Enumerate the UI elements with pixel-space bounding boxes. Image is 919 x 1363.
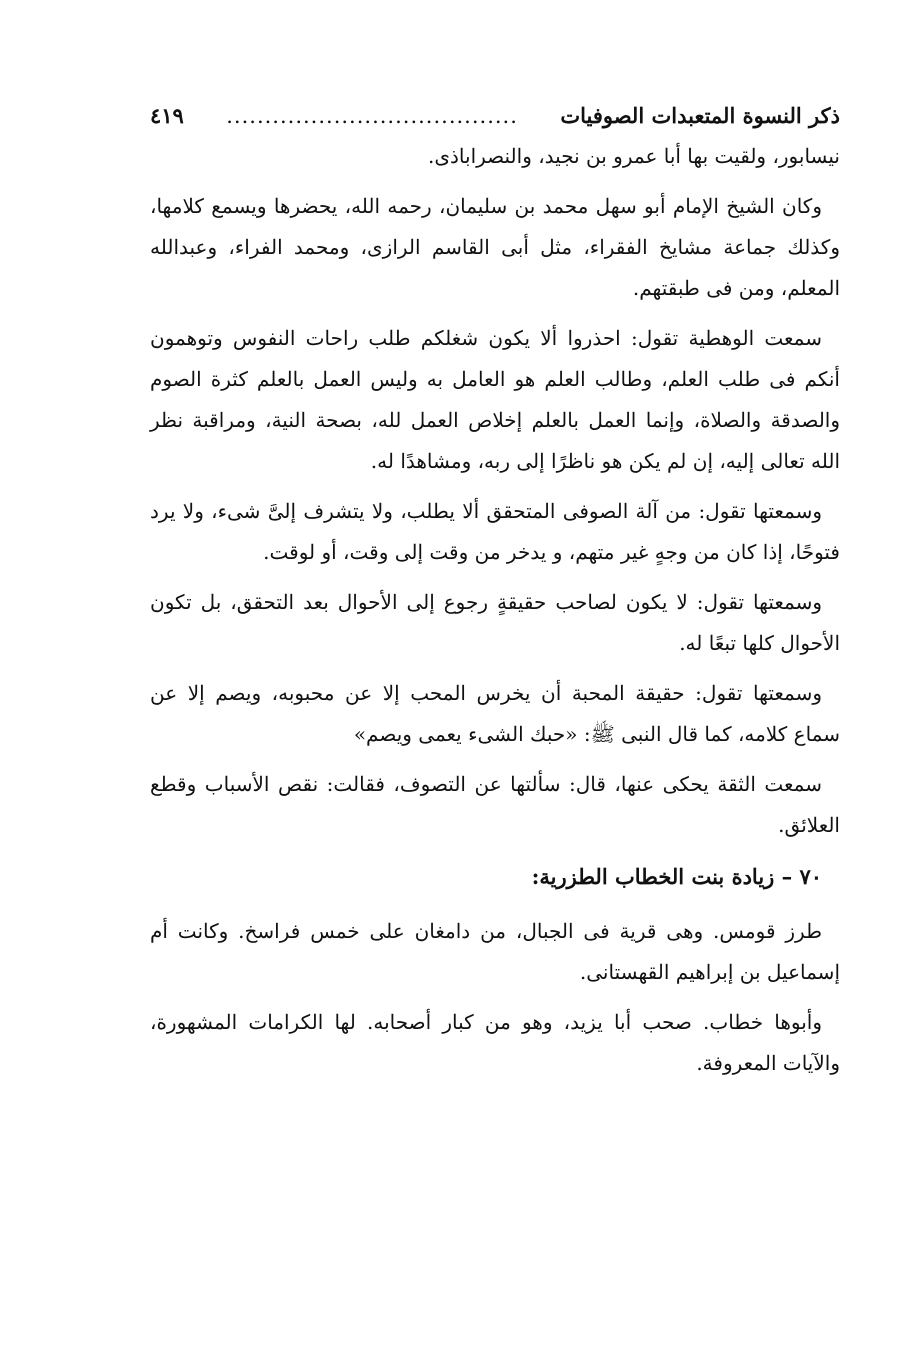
section-heading: ٧٠ – زيادة بنت الخطاب الطزرية: (531, 864, 822, 889)
paragraph-truth-states: وسمعتها تقول: لا يكون لصاحب حقيقةٍ رجوع إلى الأحوال بعد التحقق، بل تكون الأحوال كلها تبعًا له. (150, 590, 840, 655)
paragraph-sufi-tool: وسمعتها تقول: من آلة الصوفى المتحقق ألا يطلب، ولا يتشرف إلىَّ شىء، ولا يرد فتوحًا، إذا كان من وجهٍ غير متهم، و يدخر من وقت إلى وقت، أو لوقت. (150, 499, 840, 564)
dot-leader: ...................................... (226, 104, 518, 128)
paragraph-sufism-definition: سمعت الثقة يحكى عنها، قال: سألتها عن التصوف، فقالت: نقص الأسباب وقطع العلائق. (150, 772, 840, 837)
paragraph-abu-sahl: وكان الشيخ الإمام أبو سهل محمد بن سليمان، رحمه الله، يحضرها ويسمع كلامها، وكذلك جماعة مشايخ الفقراء، مثل أبى القاسم الرازى، ومحمد الفراء، وعبدالله المعلم، ومن فى طبقتهم. (150, 194, 840, 300)
paragraph-father-khattab: وأبوها خطاب. صحب أبا يزيد، وهو من كبار أصحابه. لها الكرامات المشهورة، والآيات المعروفة. (150, 1010, 840, 1075)
paragraph-wahtiya-saying: سمعت الوهطية تقول: احذروا ألا يكون شغلكم طلب راحات النفوس وتوهمون أنكم فى طلب العلم، وطالب العلم هو العامل به وليس العمل بالعلم كثرة الصوم والصدقة والصلاة، وإنما العمل بالعلم إخلاص العمل لله، بصحة النية، ومراقبة نظر الله تعالى إليه، إن لم يكن هو ناظرًا إلى ربه، ومشاهدًا له. (150, 326, 840, 473)
paragraph-taraz-qumis: طرز قومس. وهى قرية فى الجبال، من دامغان على خمس فراسخ. وكانت أم إسماعيل بن إبراهيم القهستانى. (150, 919, 840, 984)
book-page (150, 96, 840, 1093)
page-number: ٤١٩ (150, 103, 184, 128)
running-head (150, 96, 840, 136)
chapter-title: ذكر النسوة المتعبدات الصوفيات (560, 103, 840, 128)
paragraph-continuation: نيسابور، ولقيت بها أبا عمرو بن نجيد، والنصراباذى. (428, 144, 840, 168)
paragraph-love-reality: وسمعتها تقول: حقيقة المحبة أن يخرس المحب إلا عن محبوبه، ويصم إلا عن سماع كلامه، كما قال النبى ﷺ: «حبك الشىء يعمى ويصم» (150, 681, 840, 746)
